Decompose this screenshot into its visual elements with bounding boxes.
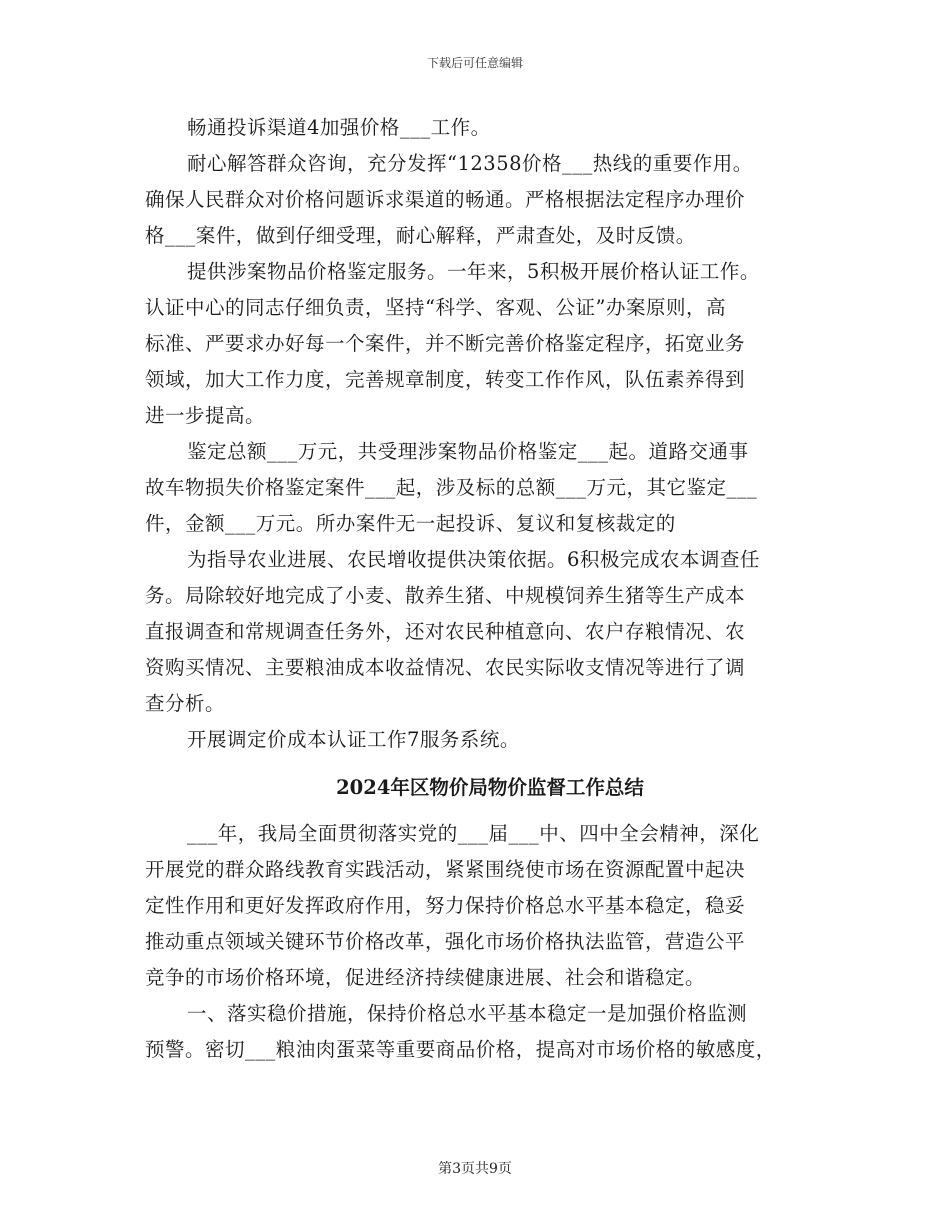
page-body [145, 110, 835, 1068]
text-line: 认证中心的同志仔细负责，坚持“科学、客观、公证”办案原则，高 [145, 296, 726, 319]
text-line: 竞争的市场价格环境，促进经济持续健康进展、社会和谐稳定。 [145, 966, 706, 989]
section-title: 2024年区物价局物价监督工作总结 [336, 776, 644, 799]
text-line: 故车物损失价格鉴定案件___起，涉及标的总额___万元，其它鉴定___ [145, 476, 758, 499]
text-line: 资购买情况、主要粮油成本收益情况、农民实际收支情况等进行了调 [145, 656, 746, 679]
text-line: 耐心解答群众咨询，充分发挥“12358价格___热线的重要作用。 [187, 152, 753, 175]
text-line: 一、落实稳价措施，保持价格总水平基本稳定一是加强价格监测 [187, 1002, 748, 1025]
text-line: 开展党的群众路线教育实践活动，紧紧围绕使市场在资源配置中起决 [145, 858, 746, 881]
text-line: 畅通投诉渠道4加强价格___工作。 [187, 116, 491, 139]
text-line: 提供涉案物品价格鉴定服务。一年来，5积极开展价格认证工作。 [187, 260, 760, 283]
text-line: 为指导农业进展、农民增收提供决策依据。6积极完成农本调查任 [187, 548, 760, 571]
page-footer: 第3页共9页 [438, 1161, 512, 1177]
body-text [145, 110, 835, 758]
text-line: 预警。密切___粮油肉蛋菜等重要商品价格，提高对市场价格的敏感度， [145, 1038, 776, 1061]
text-line: ___年，我局全面贯彻落实党的___届___中、四中全会精神，深化 [187, 822, 760, 845]
text-line: 查分析。 [145, 692, 226, 715]
text-line: 直报调查和常规调查任务外，还对农民种植意向、农户存粮情况、农 [145, 620, 746, 643]
text-line: 务。局除较好地完成了小麦、散养生猪、中规模饲养生猪等生产成本 [145, 584, 746, 607]
header-note: 下载后可任意编辑 [426, 56, 523, 70]
text-line: 件，金额___万元。所办案件无一起投诉、复议和复核裁定的 [145, 512, 676, 535]
text-line: 推动重点领域关键环节价格改革，强化市场价格执法监管，营造公平 [145, 930, 746, 953]
text-line: 鉴定总额___万元，共受理涉案物品价格鉴定___起。道路交通事 [187, 440, 749, 463]
section-text [145, 816, 835, 1068]
text-line: 标准、严要求办好每一个案件，并不断完善价格鉴定程序，拓宽业务 [145, 332, 746, 355]
text-line: 定性作用和更好发挥政府作用，努力保持价格总水平基本稳定，稳妥 [145, 894, 746, 917]
text-line: 确保人民群众对价格问题诉求渠道的畅通。严格根据法定程序办理价 [145, 188, 746, 211]
text-line: 开展调定价成本认证工作7服务系统。 [187, 728, 520, 751]
text-line: 格___案件，做到仔细受理，耐心解释，严肃查处，及时反馈。 [145, 224, 696, 247]
text-line: 领域，加大工作力度，完善规章制度，转变工作作风，队伍素养得到 [145, 368, 746, 391]
text-line: 进一步提高。 [145, 404, 266, 427]
